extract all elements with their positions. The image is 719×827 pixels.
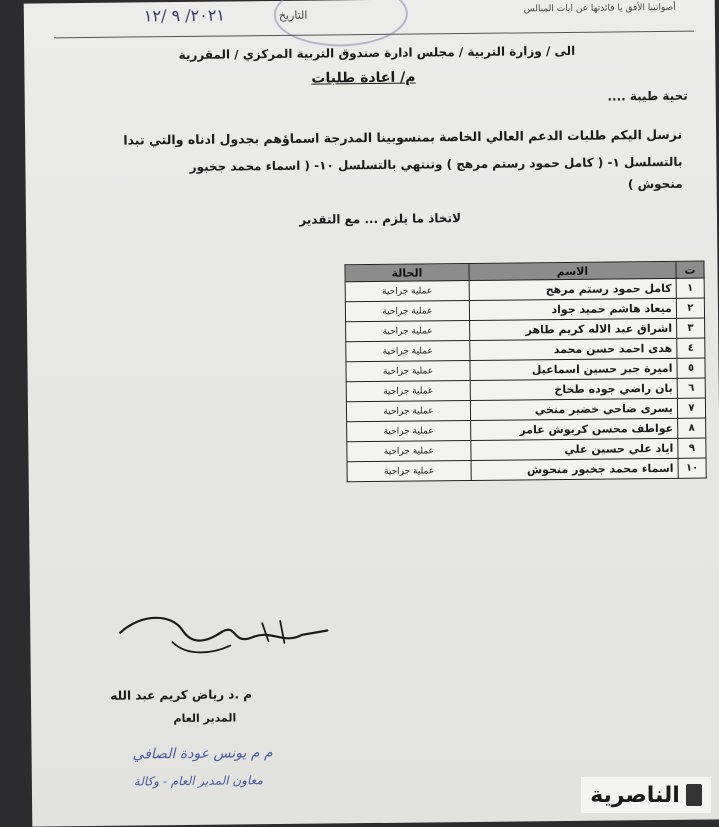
names-table [344,261,706,483]
closing-request: لاتخاذ ما يلزم ... مع التقدير [299,211,462,227]
addressee: الى / وزارة التربية / مجلس ادارة صندوق التربية المركزي / المقررية [178,43,576,63]
row-status: عملية جراحية [346,320,470,341]
row-status: عملية جراحية [346,400,470,421]
row-name: اشراق عبد الاله كريم طاهر [469,318,676,340]
row-name: اياد علي حسين علي [471,438,678,460]
logo-mark-icon [686,784,702,806]
row-name: كامل حمود رستم مرهج [469,278,676,300]
row-num: ٩ [678,438,706,458]
signatory-title: المدير العام [173,711,237,726]
row-num: ٣ [676,318,704,338]
header-num: ت [676,261,704,278]
row-num: ٥ [677,358,705,378]
header-status: الحالة [345,263,469,281]
table-row [347,458,706,482]
row-name: اميرة جبر حسين اسماعيل [470,358,677,380]
row-name: هدى احمد حسن محمد [470,338,677,360]
row-status: عملية جراحية [346,340,470,361]
row-num: ٢ [676,298,704,318]
row-status: عملية جراحية [345,300,469,321]
row-status: عملية جراحية [347,420,471,441]
letter-subject: م/ اعادة طلبات [311,69,416,87]
handwritten-signature [112,600,333,662]
document-page [24,0,719,827]
row-name: يسرى ضاحي خضير منخي [470,398,677,420]
header-name: الاسم [469,261,676,280]
header-note: أصواتيبا الأفق يا فائدتها عن ايات المبالس [523,2,676,15]
row-num: ١ [676,278,704,298]
body-line-2: بالتسلسل ١- ( كامل حمود رستم مرهج ) وتنتهي بالتسلسل ١٠- ( اسماء محمد جخبور [189,154,683,174]
row-num: ٤ [677,338,705,358]
body-line-3: منحوش ) [627,176,683,192]
date-label: التاريخ [278,8,308,22]
row-name: بان راضي جوده طخاخ [470,378,677,400]
date-value: ٢٠٢١/ ٩ /١٢ [143,5,226,26]
row-num: ٦ [677,378,705,398]
handwritten-name: م م يونس عودة الصافي [132,745,273,763]
body-line-1: نرسل اليكم طلبات الدعم العالي الخاصة بمنسوبينا المدرجة اسماؤهم بجدول ادناه والتي تبدا [123,126,683,148]
row-num: ٧ [677,398,705,418]
greeting: تحية طيبة .... [607,88,688,104]
row-status: عملية جراحية [347,460,471,481]
row-status: عملية جراحية [345,280,469,301]
row-status: عملية جراحية [346,380,470,401]
row-num: ٨ [677,418,705,438]
signatory-name: م .د رياض كريم عبد الله [110,687,253,703]
row-name: عواطف محسن كريوش عامر [470,418,677,440]
official-seal [274,0,409,47]
row-status: عملية جراحية [346,360,470,381]
row-name: اسماء محمد جخبور منحوش [471,458,678,480]
row-status: عملية جراحية [347,440,471,461]
watermark-text: الناصرية [590,782,680,808]
handwritten-title: معاون المدير العام - وكالة [133,773,263,789]
watermark-logo [581,777,711,813]
row-num: ١٠ [678,458,706,478]
letterhead [104,0,684,31]
row-name: ميعاد هاشم حميد جواد [469,298,676,320]
